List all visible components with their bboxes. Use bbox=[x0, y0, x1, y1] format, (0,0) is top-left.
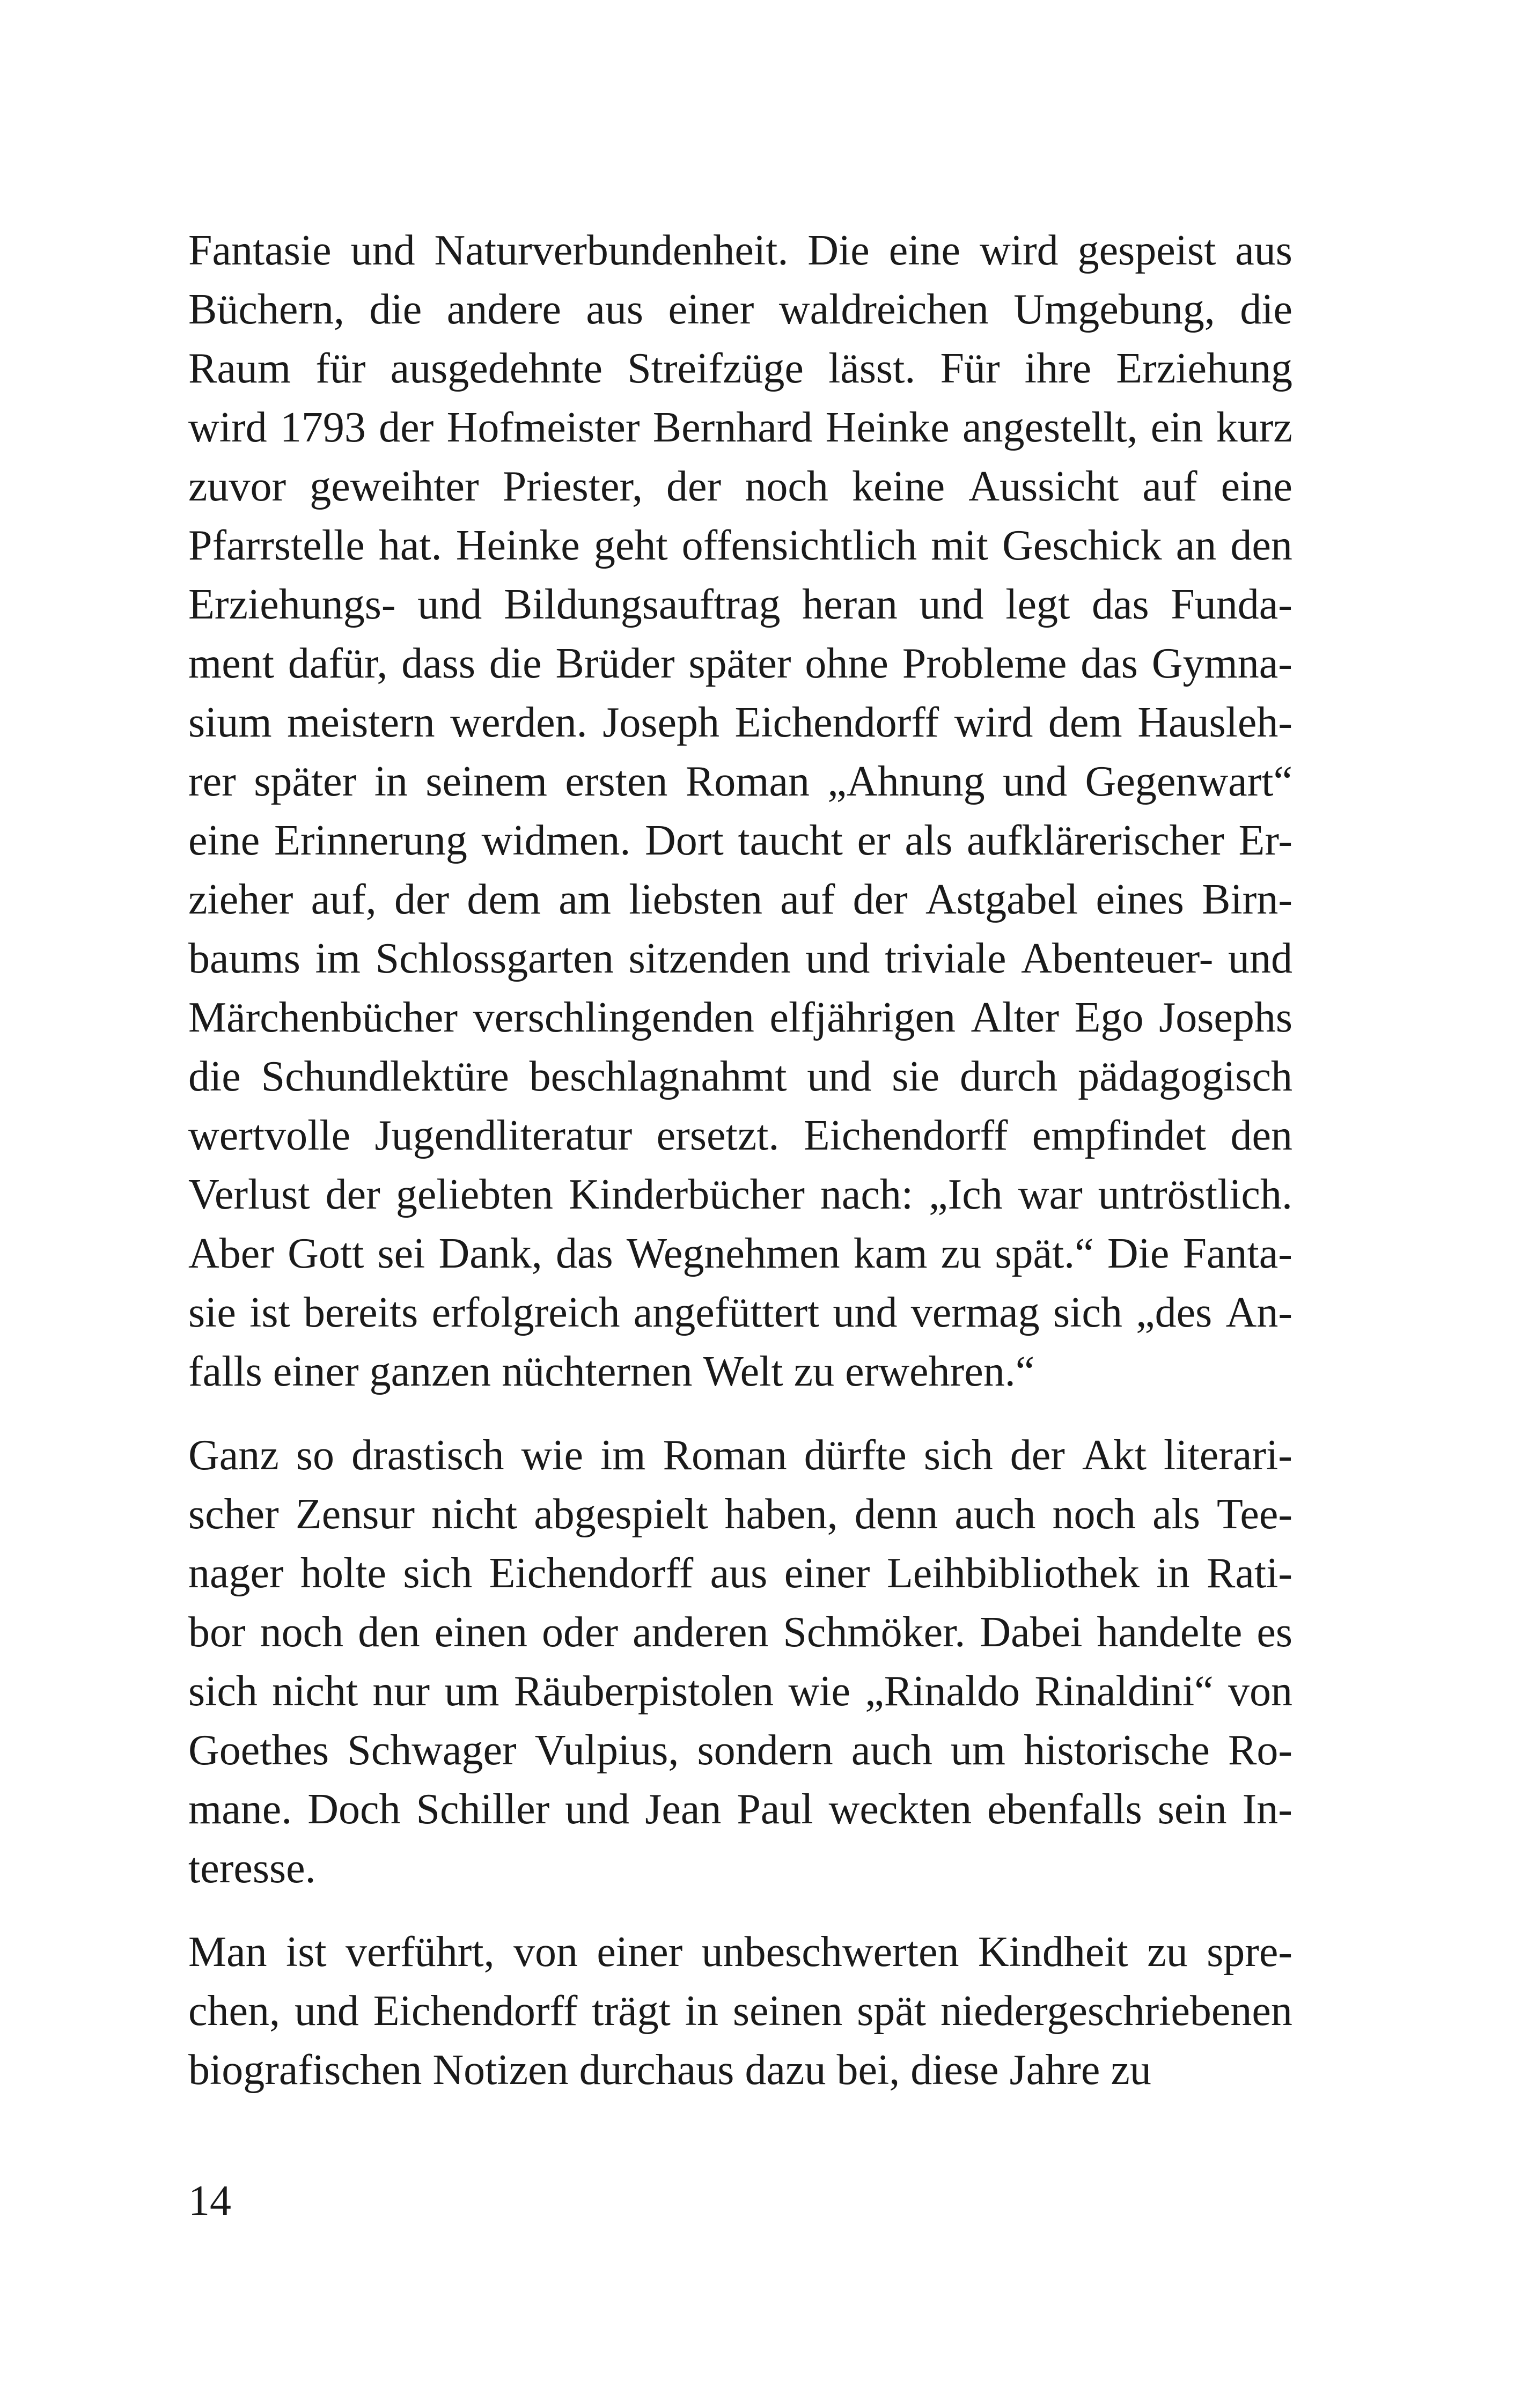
word: Akt bbox=[1082, 1432, 1147, 1479]
word: anderen bbox=[633, 1609, 769, 1656]
word: 1793 bbox=[280, 404, 366, 451]
word: Erziehungs- bbox=[188, 581, 396, 628]
word: Bildungsauftrag bbox=[503, 581, 781, 628]
word: auf bbox=[1142, 463, 1197, 510]
word: spät bbox=[857, 1987, 927, 2035]
word: nach: bbox=[820, 1171, 914, 1218]
word: spät.“ bbox=[995, 1230, 1094, 1277]
word: der bbox=[394, 876, 450, 923]
word: Bernhard bbox=[652, 404, 813, 451]
word: Märchenbücher bbox=[188, 994, 458, 1041]
word: ist bbox=[249, 1289, 290, 1336]
word: taucht bbox=[738, 817, 843, 864]
word: die bbox=[188, 1053, 241, 1100]
word: nicht bbox=[431, 1491, 518, 1538]
word: sich bbox=[923, 1432, 993, 1479]
word: legt bbox=[1005, 581, 1070, 628]
word: noch bbox=[745, 463, 828, 510]
word: Rati- bbox=[1207, 1550, 1292, 1597]
word: die bbox=[1240, 286, 1292, 333]
paragraph bbox=[188, 221, 1292, 1401]
paragraph bbox=[188, 1426, 1292, 1898]
word: Roman bbox=[685, 758, 810, 805]
word: sich bbox=[1053, 1289, 1122, 1336]
word: zu bbox=[1147, 1928, 1188, 1976]
word: meistern bbox=[287, 699, 435, 746]
word: hat. bbox=[378, 522, 442, 569]
word: ist bbox=[286, 1928, 327, 1976]
word: sie bbox=[188, 1289, 236, 1336]
word: ihre bbox=[1024, 345, 1092, 392]
word: Alter bbox=[971, 994, 1059, 1041]
word: holte bbox=[300, 1550, 387, 1597]
text-line bbox=[188, 1342, 1292, 1401]
word: Büchern, bbox=[188, 286, 345, 333]
word: Abenteuer- bbox=[1021, 935, 1214, 982]
word: später bbox=[254, 758, 357, 805]
word: verführt, bbox=[345, 1928, 495, 1976]
word: falls bbox=[188, 1348, 262, 1395]
text-line bbox=[188, 634, 1292, 693]
word: Die bbox=[807, 227, 870, 274]
word: scher bbox=[188, 1491, 279, 1538]
word: Heinke bbox=[455, 522, 580, 569]
word: Verlust bbox=[188, 1171, 310, 1218]
word: Naturverbundenheit. bbox=[434, 227, 789, 274]
word: Vulpius, bbox=[534, 1727, 679, 1774]
word: wie bbox=[521, 1432, 584, 1479]
word: Welt bbox=[703, 1348, 783, 1395]
word: untröstlich. bbox=[1098, 1171, 1292, 1218]
word: als bbox=[1152, 1491, 1200, 1538]
text-line bbox=[188, 1485, 1292, 1544]
word: Erziehung bbox=[1116, 345, 1292, 392]
word: und bbox=[805, 935, 870, 982]
word: um bbox=[950, 1727, 1006, 1774]
word: und bbox=[919, 581, 984, 628]
word: nur bbox=[372, 1668, 430, 1715]
text-line bbox=[188, 398, 1292, 457]
word: Jean bbox=[645, 1786, 722, 1833]
word: geliebten bbox=[395, 1171, 554, 1218]
word: Birn- bbox=[1202, 876, 1292, 923]
word: auf bbox=[780, 876, 835, 923]
word: heran bbox=[802, 581, 898, 628]
text-line bbox=[188, 221, 1292, 280]
word: Pfarrstelle bbox=[188, 522, 365, 569]
word: um bbox=[444, 1668, 499, 1715]
word: Dank, bbox=[438, 1230, 542, 1277]
word: empfindet bbox=[1032, 1112, 1207, 1159]
text-line bbox=[188, 575, 1292, 634]
text-line bbox=[188, 1982, 1292, 2041]
word: An- bbox=[1225, 1289, 1292, 1336]
word: kam bbox=[853, 1230, 928, 1277]
word: und bbox=[565, 1786, 630, 1833]
word: er bbox=[857, 817, 891, 864]
word: erwehren.“ bbox=[845, 1348, 1035, 1395]
word: geht bbox=[593, 522, 668, 569]
word: Doch bbox=[307, 1786, 401, 1833]
word: kurz bbox=[1216, 404, 1292, 451]
word: bereits bbox=[304, 1289, 418, 1336]
word: Eichendorff bbox=[489, 1550, 694, 1597]
word: Dort bbox=[645, 817, 724, 864]
word: zu bbox=[793, 1348, 835, 1395]
word: ersetzt. bbox=[656, 1112, 780, 1159]
word: Schundlektüre bbox=[261, 1053, 509, 1100]
text-line bbox=[188, 1662, 1292, 1721]
word: biografischen bbox=[188, 2046, 422, 2094]
word: sich bbox=[188, 1668, 258, 1715]
paragraph bbox=[188, 1923, 1292, 2100]
word: waldreichen bbox=[778, 286, 989, 333]
word: die bbox=[489, 640, 542, 687]
word: Paul bbox=[737, 1786, 813, 1833]
word: nüchternen bbox=[502, 1348, 693, 1395]
word: Josephs bbox=[1159, 994, 1292, 1041]
text-line bbox=[188, 870, 1292, 929]
word: den bbox=[358, 1609, 420, 1656]
word: und bbox=[350, 227, 415, 274]
word: spre- bbox=[1207, 1928, 1292, 1976]
word: Schlossgarten bbox=[375, 935, 614, 982]
word: Räuberpistolen bbox=[513, 1668, 774, 1715]
word: Heinke bbox=[825, 404, 950, 451]
word: Jugendliteratur bbox=[374, 1112, 633, 1159]
word: durchaus bbox=[579, 2046, 734, 2094]
word: Schmöker. bbox=[783, 1609, 966, 1656]
word: nager bbox=[188, 1550, 284, 1597]
text-line bbox=[188, 1923, 1292, 1982]
word: abgespielt bbox=[534, 1491, 708, 1538]
word: Gymna- bbox=[1151, 640, 1292, 687]
word: und bbox=[1003, 758, 1068, 805]
word: vermag bbox=[910, 1289, 1040, 1336]
word: in bbox=[374, 758, 408, 805]
word: sie bbox=[892, 1053, 940, 1100]
word: triviale bbox=[884, 935, 1006, 982]
text-line bbox=[188, 457, 1292, 516]
word: auch bbox=[954, 1491, 1036, 1538]
word: weckten bbox=[828, 1786, 972, 1833]
word: Priester, bbox=[502, 463, 643, 510]
word: Fantasie bbox=[188, 227, 332, 274]
word: historische bbox=[1024, 1727, 1210, 1774]
word: Astgabel bbox=[925, 876, 1078, 923]
word: wie bbox=[788, 1668, 850, 1715]
word: „des bbox=[1136, 1289, 1213, 1336]
word: Wegnehmen bbox=[626, 1230, 840, 1277]
word: ohne bbox=[805, 640, 888, 687]
word: die bbox=[369, 286, 422, 333]
text-line bbox=[188, 2041, 1292, 2100]
word: oder bbox=[541, 1609, 619, 1656]
word: der bbox=[1010, 1432, 1065, 1479]
text-line bbox=[188, 1106, 1292, 1165]
word: der bbox=[379, 404, 434, 451]
word: im bbox=[315, 935, 361, 982]
word: einer bbox=[273, 1348, 359, 1395]
word: haben, bbox=[724, 1491, 838, 1538]
word: Leihbibliothek bbox=[886, 1550, 1140, 1597]
word: dafür, bbox=[288, 640, 388, 687]
text-line bbox=[188, 1283, 1292, 1342]
word: teresse. bbox=[188, 1845, 316, 1892]
word: Geschick bbox=[1002, 522, 1162, 569]
word: und bbox=[294, 1987, 359, 2035]
text-line bbox=[188, 1426, 1292, 1485]
word: von bbox=[1228, 1668, 1292, 1715]
word: im bbox=[600, 1432, 646, 1479]
word: das bbox=[1091, 581, 1149, 628]
word: ausgedehnte bbox=[390, 345, 603, 392]
word: dem bbox=[467, 876, 541, 923]
word: Für bbox=[940, 345, 1000, 392]
word: einer bbox=[668, 286, 754, 333]
word: erfolgreich bbox=[431, 1289, 620, 1336]
word: Umgebung, bbox=[1013, 286, 1215, 333]
body-text bbox=[188, 221, 1292, 2100]
word: in bbox=[1156, 1550, 1190, 1597]
word: in bbox=[685, 1987, 719, 2035]
word: auf, bbox=[311, 876, 377, 923]
word: durch bbox=[960, 1053, 1058, 1100]
word: am bbox=[559, 876, 611, 923]
word: eine bbox=[1221, 463, 1292, 510]
word: Ro- bbox=[1228, 1727, 1292, 1774]
word: angefüttert bbox=[633, 1289, 820, 1336]
word: beschlagnahmt bbox=[529, 1053, 787, 1100]
word: wird bbox=[979, 227, 1059, 274]
word: auch bbox=[851, 1727, 932, 1774]
text-line bbox=[188, 929, 1292, 988]
text-line bbox=[188, 988, 1292, 1047]
word: Rinaldini“ bbox=[1034, 1668, 1214, 1715]
word: Fanta- bbox=[1182, 1230, 1292, 1277]
word: dazu bbox=[745, 2046, 826, 2094]
text-line bbox=[188, 280, 1292, 339]
word: „Ich bbox=[929, 1171, 1003, 1218]
word: unbeschwerten bbox=[701, 1928, 959, 1976]
word: angestellt, bbox=[962, 404, 1138, 451]
word: Ego bbox=[1074, 994, 1144, 1041]
word: der bbox=[666, 463, 722, 510]
word: an bbox=[1175, 522, 1217, 569]
word: lässt. bbox=[828, 345, 916, 392]
word: offensichtlich bbox=[681, 522, 917, 569]
word: Raum bbox=[188, 345, 291, 392]
word: Funda- bbox=[1171, 581, 1292, 628]
word: Gott bbox=[288, 1230, 364, 1277]
word: rer bbox=[188, 758, 236, 805]
word: Aussicht bbox=[968, 463, 1119, 510]
word: mit bbox=[931, 522, 988, 569]
word: Kindheit bbox=[978, 1928, 1128, 1976]
word: Brüder bbox=[555, 640, 675, 687]
word: Joseph bbox=[602, 699, 719, 746]
word: später bbox=[688, 640, 791, 687]
word: dem bbox=[1048, 699, 1122, 746]
word: Aber bbox=[188, 1230, 274, 1277]
word: und bbox=[1228, 935, 1292, 982]
word: seinem bbox=[425, 758, 547, 805]
word: Jahre bbox=[1009, 2046, 1100, 2094]
word: drastisch bbox=[351, 1432, 504, 1479]
word: Kinderbücher bbox=[569, 1171, 805, 1218]
text-line bbox=[188, 1603, 1292, 1662]
word: Zensur bbox=[295, 1491, 415, 1538]
text-line bbox=[188, 693, 1292, 752]
word: den bbox=[1230, 1112, 1292, 1159]
word: Goethes bbox=[188, 1727, 329, 1774]
word: widmen. bbox=[481, 817, 631, 864]
word: es bbox=[1257, 1609, 1292, 1656]
word: wertvolle bbox=[188, 1112, 351, 1159]
word: ein bbox=[1150, 404, 1203, 451]
word: Probleme bbox=[902, 640, 1067, 687]
word: das bbox=[1081, 640, 1138, 687]
word: Man bbox=[188, 1928, 267, 1976]
word: denn bbox=[854, 1491, 938, 1538]
text-line bbox=[188, 1047, 1292, 1106]
word: mane. bbox=[188, 1786, 292, 1833]
text-line bbox=[188, 1544, 1292, 1603]
word: Schiller bbox=[416, 1786, 550, 1833]
word: verschlingenden bbox=[473, 994, 754, 1041]
word: einen bbox=[434, 1609, 527, 1656]
text-line bbox=[188, 516, 1292, 575]
word: andere bbox=[446, 286, 561, 333]
word: Roman bbox=[663, 1432, 787, 1479]
word: Schwager bbox=[347, 1727, 517, 1774]
word: den bbox=[1230, 522, 1292, 569]
word: aus bbox=[710, 1550, 768, 1597]
word: zuvor bbox=[188, 463, 286, 510]
word: „Ahnung bbox=[827, 758, 985, 805]
word: handelte bbox=[1097, 1609, 1243, 1656]
word: eine bbox=[188, 817, 260, 864]
word: Erinnerung bbox=[274, 817, 467, 864]
word: eines bbox=[1096, 876, 1184, 923]
word: so bbox=[296, 1432, 334, 1479]
word: aus bbox=[586, 286, 644, 333]
word: Tee- bbox=[1217, 1491, 1292, 1538]
word: sondern bbox=[697, 1727, 833, 1774]
text-line bbox=[188, 1721, 1292, 1780]
word: baums bbox=[188, 935, 300, 982]
word: Die bbox=[1107, 1230, 1170, 1277]
word: „Rinaldo bbox=[865, 1668, 1020, 1715]
word: chen, bbox=[188, 1987, 281, 2035]
word: zu bbox=[940, 1230, 982, 1277]
word: noch bbox=[1052, 1491, 1136, 1538]
word: seinen bbox=[732, 1987, 843, 2035]
word: Eichendorff bbox=[803, 1112, 1008, 1159]
word: nicht bbox=[272, 1668, 358, 1715]
word: gespeist bbox=[1077, 227, 1216, 274]
word: ganzen bbox=[369, 1348, 491, 1395]
word: einer bbox=[784, 1550, 870, 1597]
word: aufklärerischer bbox=[967, 817, 1224, 864]
word: trägt bbox=[592, 1987, 671, 2035]
word: pädagogisch bbox=[1078, 1053, 1292, 1100]
word: Streifzüge bbox=[627, 345, 804, 392]
word: literari- bbox=[1164, 1432, 1292, 1479]
word: einer bbox=[597, 1928, 683, 1976]
word: Dabei bbox=[980, 1609, 1083, 1656]
word: der bbox=[325, 1171, 380, 1218]
text-line bbox=[188, 1165, 1292, 1224]
word: Eichendorff bbox=[373, 1987, 578, 2035]
text-line bbox=[188, 752, 1292, 811]
word: der bbox=[853, 876, 908, 923]
word: Eichendorff bbox=[734, 699, 939, 746]
word: ersten bbox=[565, 758, 668, 805]
word: Er- bbox=[1238, 817, 1292, 864]
word: aus bbox=[1235, 227, 1292, 274]
word: zu bbox=[1111, 2046, 1151, 2094]
word: sei bbox=[377, 1230, 425, 1277]
word: Hofmeister bbox=[446, 404, 640, 451]
word: keine bbox=[851, 463, 945, 510]
word: elfjährigen bbox=[769, 994, 956, 1041]
word: war bbox=[1018, 1171, 1083, 1218]
word: geweihter bbox=[310, 463, 479, 510]
word: Hausleh- bbox=[1137, 699, 1292, 746]
word: für bbox=[315, 345, 366, 392]
word: In- bbox=[1242, 1786, 1292, 1833]
word: Notizen bbox=[432, 2046, 569, 2094]
word: Gegenwart“ bbox=[1085, 758, 1292, 805]
text-line bbox=[188, 1839, 1292, 1898]
word: diese bbox=[910, 2046, 999, 2094]
word: wird bbox=[954, 699, 1033, 746]
word: das bbox=[555, 1230, 613, 1277]
word: und bbox=[807, 1053, 872, 1100]
word: dass bbox=[401, 640, 476, 687]
word: sitzenden bbox=[628, 935, 791, 982]
word: ebenfalls bbox=[987, 1786, 1142, 1833]
text-line bbox=[188, 1224, 1292, 1283]
word: bor bbox=[188, 1609, 246, 1656]
word: sein bbox=[1157, 1786, 1227, 1833]
word: als bbox=[905, 817, 953, 864]
word: ment bbox=[188, 640, 274, 687]
word: von bbox=[513, 1928, 578, 1976]
text-line bbox=[188, 1780, 1292, 1839]
word: niedergeschriebenen bbox=[940, 1987, 1292, 2035]
word: werden. bbox=[450, 699, 587, 746]
word: noch bbox=[260, 1609, 344, 1656]
word: wird bbox=[188, 404, 267, 451]
word: zieher bbox=[188, 876, 293, 923]
text-line bbox=[188, 811, 1292, 870]
word: sich bbox=[403, 1550, 473, 1597]
text-line bbox=[188, 339, 1292, 398]
page-number: 14 bbox=[188, 2177, 231, 2225]
word: und bbox=[833, 1289, 898, 1336]
word: bei, bbox=[836, 2046, 900, 2094]
word: sium bbox=[188, 699, 272, 746]
word: und bbox=[417, 581, 482, 628]
word: eine bbox=[888, 227, 961, 274]
word: Ganz bbox=[188, 1432, 279, 1479]
word: liebsten bbox=[629, 876, 763, 923]
word: dürfte bbox=[804, 1432, 907, 1479]
